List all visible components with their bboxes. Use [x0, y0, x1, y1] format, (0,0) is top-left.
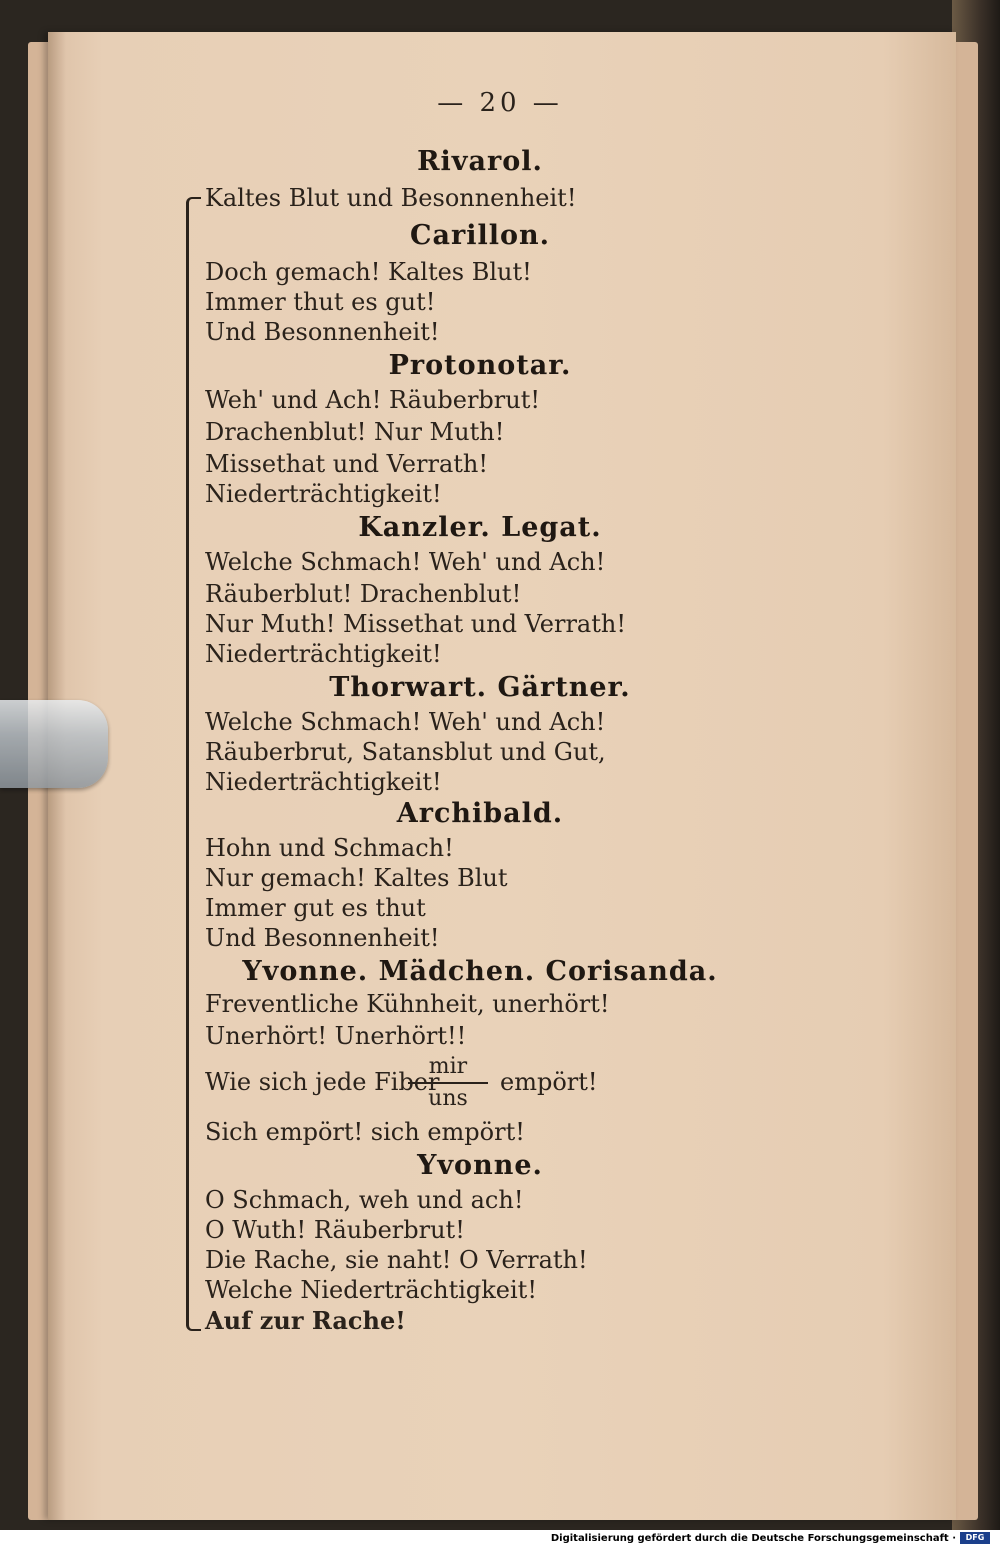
verse-line: Räuberblut! Drachenblut!	[205, 580, 522, 608]
footer-bar	[0, 1530, 1000, 1545]
verse-line: Immer gut es thut	[205, 894, 426, 922]
verse-line: Hohn und Schmach!	[205, 834, 454, 862]
verse-line: Doch gemach! Kaltes Blut!	[205, 258, 532, 286]
verse-line: Welche Schmach! Weh' und Ach!	[205, 708, 606, 736]
verse-line: Unerhört! Unerhört!!	[205, 1022, 467, 1050]
verse-line: Immer thut es gut!	[205, 288, 436, 316]
verse-line: Welche Niederträchtigkeit!	[205, 1276, 537, 1304]
verse-line: Welche Schmach! Weh' und Ach!	[205, 548, 606, 576]
verse-line: Wie sich jede Fiber	[205, 1068, 440, 1096]
verse-line: Niederträchtigkeit!	[205, 480, 442, 508]
speaker-heading: Rivarol.	[417, 146, 543, 177]
verse-line: Missethat und Verrath!	[205, 450, 489, 478]
speaker-heading: Carillon.	[409, 220, 551, 251]
verse-line: Die Rache, sie naht! O Verrath!	[205, 1246, 588, 1274]
dfg-logo-icon: DFG	[960, 1532, 990, 1544]
clip-tab	[0, 700, 108, 788]
fraction-denominator: uns	[428, 1086, 468, 1111]
speaker-heading: Thorwart. Gärtner.	[329, 672, 631, 703]
verse-line: Auf zur Rache!	[205, 1306, 406, 1335]
fraction-bar	[408, 1082, 488, 1084]
verse-line: Drachenblut! Nur Muth!	[205, 418, 505, 446]
verse-line: Nur Muth! Missethat und Verrath!	[205, 610, 626, 638]
verse-line: O Wuth! Räuberbrut!	[205, 1216, 465, 1244]
speaker-heading: Yvonne.	[417, 1150, 543, 1181]
verse-line: Räuberbrut, Satansblut und Gut,	[205, 738, 606, 766]
verse-line: Nur gemach! Kaltes Blut	[205, 864, 508, 892]
verse-line-suffix: empört!	[500, 1068, 598, 1096]
footer-credit: Digitalisierung gefördert durch die Deutsche Forschungsgemeinschaft ·	[550, 1533, 956, 1544]
fraction	[408, 1054, 488, 1111]
verse-line: Und Besonnenheit!	[205, 318, 440, 346]
fraction-numerator: mir	[428, 1054, 468, 1079]
verse-line: Weh' und Ach! Räuberbrut!	[205, 386, 541, 414]
verse-line: O Schmach, weh und ach!	[205, 1186, 524, 1214]
speaker-heading: Archibald.	[396, 798, 564, 829]
verse-line: Niederträchtigkeit!	[205, 640, 442, 668]
page-number: — 20 —	[437, 88, 563, 118]
verse-line: Niederträchtigkeit!	[205, 768, 442, 796]
speaker-heading: Kanzler. Legat.	[358, 512, 602, 543]
verse-line: Und Besonnenheit!	[205, 924, 440, 952]
speaker-heading: Yvonne. Mädchen. Corisanda.	[242, 956, 718, 987]
verse-line: Freventliche Kühnheit, unerhört!	[205, 990, 610, 1018]
speaker-heading: Protonotar.	[388, 350, 572, 381]
verse-line: Kaltes Blut und Besonnenheit!	[205, 184, 577, 212]
verse-line: Sich empört! sich empört!	[205, 1118, 525, 1146]
